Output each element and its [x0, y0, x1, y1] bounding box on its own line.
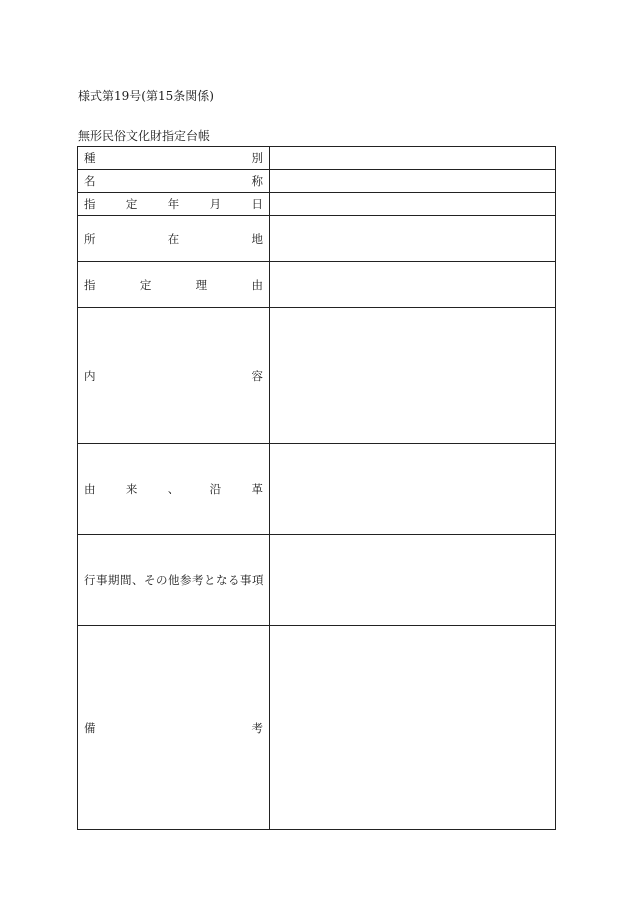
label-cell-event-period — [78, 535, 270, 626]
label-char: 別 — [251, 151, 263, 165]
label-cell-category — [78, 147, 270, 170]
label-char: 定 — [139, 277, 152, 292]
label-char: 革 — [251, 482, 263, 496]
row-category — [78, 147, 556, 170]
ledger-title: 無形民俗文化財指定台帳 — [78, 129, 211, 143]
label-char: 月 — [209, 197, 222, 211]
designation-ledger-table — [77, 146, 556, 830]
label-char: 、 — [167, 482, 180, 496]
label-char: 来 — [125, 482, 138, 496]
label-cell-designation-date — [78, 193, 270, 216]
label-cell-remarks — [78, 626, 270, 830]
row-designation-reason — [78, 262, 556, 308]
label-char: 沿 — [209, 482, 222, 496]
label-location — [78, 232, 269, 246]
value-event-period[interactable] — [270, 535, 556, 626]
label-text: 行事期間、その他参考となる事項 — [84, 573, 264, 587]
row-remarks — [78, 626, 556, 830]
value-content[interactable] — [270, 308, 556, 444]
value-designation-date[interactable] — [270, 193, 556, 216]
label-char: 備 — [84, 720, 96, 735]
label-origin-history — [78, 482, 269, 496]
label-char: 由 — [84, 482, 96, 496]
row-location — [78, 216, 556, 262]
label-cell-origin-history — [78, 444, 270, 535]
label-char: 容 — [251, 368, 263, 383]
label-char: 称 — [251, 174, 263, 188]
label-char: 在 — [167, 231, 180, 246]
value-origin-history[interactable] — [270, 444, 556, 535]
label-name — [78, 174, 269, 188]
row-event-period — [78, 535, 556, 626]
label-char: 理 — [195, 277, 208, 292]
label-char: 地 — [251, 231, 263, 246]
label-cell-name — [78, 170, 270, 193]
label-cell-content — [78, 308, 270, 444]
label-cell-designation-reason — [78, 262, 270, 308]
row-origin-history — [78, 444, 556, 535]
label-char: 種 — [84, 151, 96, 165]
label-category — [78, 151, 269, 165]
value-name[interactable] — [270, 170, 556, 193]
label-char: 年 — [167, 197, 180, 211]
label-designation-date — [78, 197, 269, 211]
label-char: 所 — [84, 231, 96, 246]
label-char: 由 — [251, 277, 263, 292]
label-char: 指 — [84, 277, 96, 292]
row-content — [78, 308, 556, 444]
label-char: 名 — [84, 174, 96, 188]
row-name — [78, 170, 556, 193]
label-event-period — [78, 573, 269, 587]
value-remarks[interactable] — [270, 626, 556, 830]
form-number: 様式第19号(第15条関係) — [78, 89, 214, 103]
value-designation-reason[interactable] — [270, 262, 556, 308]
label-designation-reason — [78, 278, 269, 292]
label-cell-location — [78, 216, 270, 262]
label-char: 指 — [84, 197, 96, 211]
label-remarks — [78, 721, 269, 735]
label-char: 内 — [84, 368, 96, 383]
label-content — [78, 369, 269, 383]
label-char: 考 — [251, 720, 263, 735]
label-char: 定 — [125, 197, 138, 211]
value-location[interactable] — [270, 216, 556, 262]
label-char: 日 — [251, 197, 263, 211]
value-category[interactable] — [270, 147, 556, 170]
row-designation-date — [78, 193, 556, 216]
